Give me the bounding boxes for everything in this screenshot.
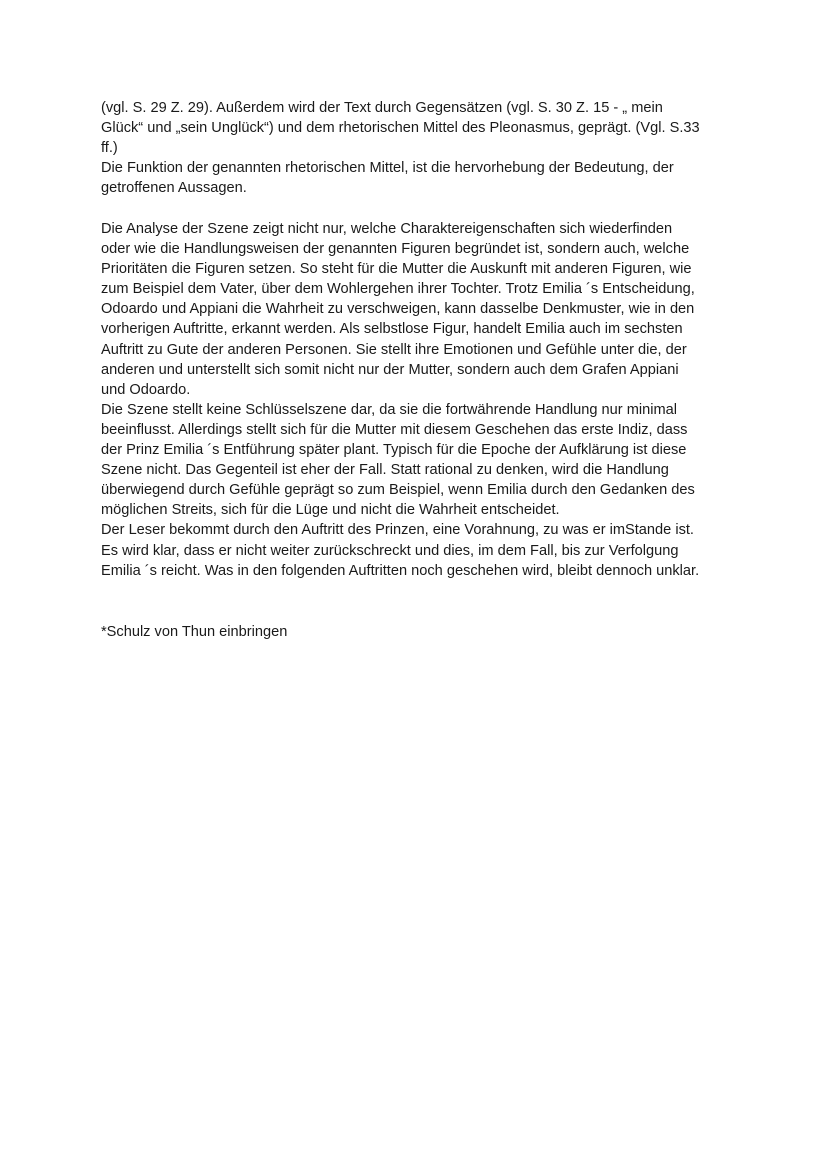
text-line: vorherigen Auftritte, erkannt werden. Als selbstlose Figur, handelt Emilia auch im sechsten bbox=[101, 321, 683, 338]
text-line: Emilia ´s reicht. Was in den folgenden Auftritten noch geschehen wird, bleibt dennoch unklar. bbox=[101, 562, 700, 579]
text-line: Prioritäten die Figuren setzen. So steht für die Mutter die Auskunft mit anderen Figuren, wie bbox=[101, 261, 692, 278]
text-line: Die Szene stellt keine Schlüsselszene dar, da sie die fortwährende Handlung nur minimal bbox=[101, 401, 677, 418]
note-text: *Schulz von Thun einbringen bbox=[101, 624, 288, 640]
text-line: getroffenen Aussagen. bbox=[101, 180, 247, 197]
text-line: Odoardo und Appiani die Wahrheit zu verschweigen, kann dasselbe Denkmuster, wie in den bbox=[101, 301, 695, 318]
text-line: (vgl. S. 29 Z. 29). Außerdem wird der Text durch Gegensätzen (vgl. S. 30 Z. 15 - „ mein bbox=[101, 100, 663, 116]
text-line: Es wird klar, dass er nicht weiter zurückschreckt und dies, im dem Fall, bis zur Verfolgung bbox=[101, 542, 679, 559]
text-line: Die Funktion der genannten rhetorischen Mittel, ist die hervorhebung der Bedeutung, der bbox=[101, 160, 674, 177]
note-block bbox=[101, 622, 737, 642]
text-line: und Odoardo. bbox=[101, 381, 191, 398]
text-line: anderen und unterstellt sich somit nicht nur der Mutter, sondern auch dem Grafen Appiani bbox=[101, 361, 679, 378]
paragraph-rhetorical-devices bbox=[101, 98, 737, 198]
text-line: Auftritt zu Gute der anderen Personen. Sie stellt ihre Emotionen und Gefühle unter die, der bbox=[101, 341, 687, 358]
paragraph-scene-analysis bbox=[101, 219, 737, 581]
text-line: Der Leser bekommt durch den Auftritt des Prinzen, eine Vorahnung, zu was er imStande ist. bbox=[101, 522, 694, 539]
text-line: Die Analyse der Szene zeigt nicht nur, welche Charaktereigenschaften sich wiederfinden bbox=[101, 221, 673, 237]
text-line: möglichen Streits, sich für die Lüge und nicht die Wahrheit entscheidet. bbox=[101, 502, 560, 519]
text-line: zum Beispiel dem Vater, über dem Wohlergehen ihrer Tochter. Trotz Emilia ´s Entscheidung, bbox=[101, 281, 695, 298]
text-line: der Prinz Emilia ´s Entführung später plant. Typisch für die Epoche der Aufklärung ist diese bbox=[101, 442, 687, 459]
text-line: ff.) bbox=[101, 140, 118, 157]
text-line: beeinflusst. Allerdings stellt sich für die Mutter mit diesem Geschehen das erste Indiz, dass bbox=[101, 421, 688, 438]
text-line: Szene nicht. Das Gegenteil ist eher der Fall. Statt rational zu denken, wird die Handlung bbox=[101, 462, 669, 479]
text-line: überwiegend durch Gefühle geprägt so zum Beispiel, wenn Emilia durch den Gedanken des bbox=[101, 482, 695, 499]
text-line: Glück“ und „sein Unglück“) und dem rhetorischen Mittel des Pleonasmus, geprägt. (Vgl. S.33 bbox=[101, 120, 700, 137]
text-line: oder wie die Handlungsweisen der genannten Figuren begründet ist, sondern auch, welche bbox=[101, 241, 690, 258]
